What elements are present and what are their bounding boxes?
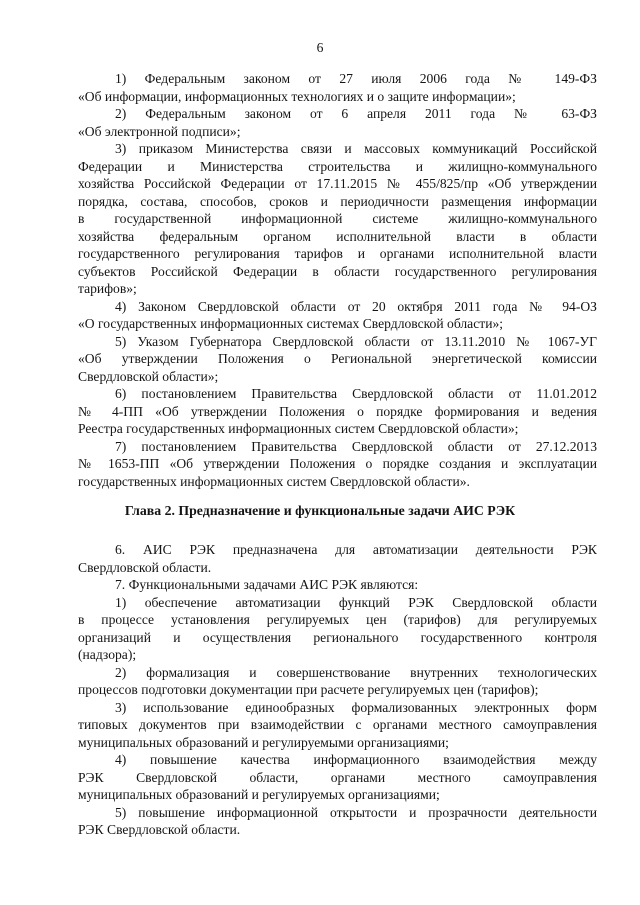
text-line: 1) Федеральным законом от 27 июля 2006 года № 149-ФЗ <box>115 71 597 86</box>
legal-basis-list <box>78 70 597 490</box>
text-line: «О государственных информационных системах Свердловской области»; <box>78 316 504 331</box>
text-line: 2) формализация и совершенствование внутренних технологических <box>115 664 597 680</box>
list-item <box>78 541 597 576</box>
text-line: 1) обеспечение автоматизации функций РЭК Свердловской области <box>115 594 597 610</box>
text-line: 2) Федеральным законом от 6 апреля 2011 года № 63-ФЗ <box>115 106 597 121</box>
text-line: Федерации и Министерства строительства и жилищно-коммунального <box>78 158 597 174</box>
text-line: 6) постановлением Правительства Свердловской области от 11.01.2012 <box>115 386 597 401</box>
list-item <box>78 333 597 386</box>
text-line: «Об утверждении Положения о Региональной энергетической комиссии <box>78 351 597 366</box>
text-line: Свердловской области. <box>78 559 212 575</box>
list-item <box>78 70 597 105</box>
text-line: 4) Законом Свердловской области от 20 октября 2011 года № 94-ОЗ <box>115 298 597 314</box>
text-line: «Об электронной подписи»; <box>78 123 241 139</box>
text-line: 3) использование единообразных формализованных электронных форм <box>115 699 597 715</box>
chapter-heading: Глава 2. Предназначение и функциональные задачи АИС РЭК <box>124 503 516 518</box>
page-number: 6 <box>316 40 324 55</box>
list-item <box>78 576 597 594</box>
text-line: № 4-ПП «Об утверждении Положения о порядке формирования и ведения <box>78 403 597 419</box>
text-line: РЭК Свердловской области. <box>78 822 241 837</box>
text-line: в процессе установления регулируемых цен (тарифов) для регулируемых <box>78 612 597 627</box>
list-item <box>78 804 597 839</box>
text-line: муниципальных образований и регулируемых организациями; <box>78 787 440 802</box>
text-line: муниципальных образований и регулируемыми организациями; <box>78 734 449 750</box>
text-line: государственных информационных систем Свердловской области». <box>78 473 470 489</box>
text-line: Реестра государственных информационных систем Свердловской области»; <box>78 421 519 436</box>
list-item <box>78 438 597 491</box>
text-line: хозяйства Российской Федерации от 17.11.2015 № 455/825/пр «Об утверждении <box>78 176 597 191</box>
text-line: хозяйства федеральным органом исполнительной власти в области <box>78 228 597 244</box>
text-line: № 1653-ПП «Об утверждении Положения о порядке создания и эксплуатации <box>78 456 597 471</box>
text-line: 5) повышение информационной открытости и прозрачности деятельности <box>115 804 597 820</box>
list-item <box>78 140 597 298</box>
list-item <box>78 385 597 438</box>
text-line: РЭК Свердловской области, органами местного самоуправления <box>78 769 597 785</box>
text-line: государственного регулирования тарифов и органами исполнительной власти <box>78 246 597 261</box>
list-item <box>78 751 597 804</box>
text-line: типовых документов при взаимодействии с органами местного самоуправления <box>78 717 597 732</box>
text-line: 6. АИС РЭК предназначена для автоматизации деятельности РЭК <box>115 542 597 557</box>
chapter-2-list <box>78 541 597 839</box>
text-line: Свердловской области»; <box>78 368 219 384</box>
text-line: субъектов Российской Федерации в области государственного регулирования <box>78 263 597 279</box>
text-line: 7) постановлением Правительства Свердловской области от 27.12.2013 <box>115 438 597 454</box>
list-item <box>78 298 597 333</box>
list-item <box>78 664 597 699</box>
text-line: тарифов»; <box>78 281 137 296</box>
text-line: «Об информации, информационных технологиях и о защите информации»; <box>78 88 516 104</box>
list-item <box>78 105 597 140</box>
text-line: 5) Указом Губернатора Свердловской области от 13.11.2010 № 1067-УГ <box>115 333 597 349</box>
text-line: в государственной информационной системе жилищно-коммунального <box>78 211 597 226</box>
text-line: (надзора); <box>78 647 137 662</box>
list-item <box>78 699 597 752</box>
text-line: организаций и осуществления регионального государственного контроля <box>78 629 597 645</box>
text-line: 3) приказом Министерства связи и массовых коммуникаций Российской <box>115 141 597 156</box>
list-item <box>78 594 597 664</box>
text-line: порядка, состава, способов, сроков и периодичности размещения информации <box>78 193 597 209</box>
text-line: процессов подготовки документации при расчете регулируемых цен (тарифов); <box>78 682 539 697</box>
text-line: 7. Функциональными задачами АИС РЭК являются: <box>115 577 419 592</box>
text-line: 4) повышение качества информационного взаимодействия между <box>115 752 597 767</box>
